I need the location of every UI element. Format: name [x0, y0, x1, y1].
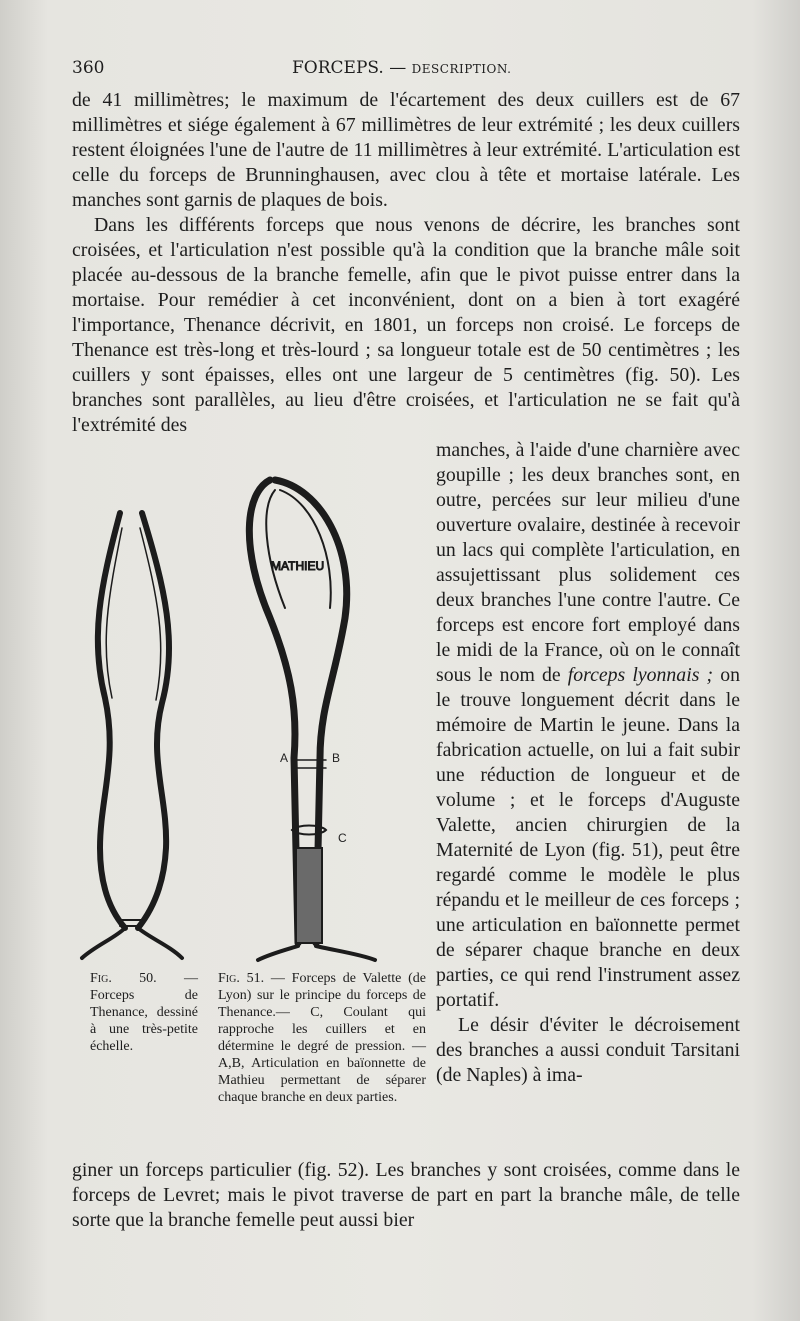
label-a: A — [280, 751, 289, 765]
caption-fig-50-text: — Forceps de Thenance, dessiné à une très-petite échelle. — [90, 971, 198, 1054]
caption-fig-51-text: — Forceps de Valette (de Lyon) sur le principe du forceps de Thenance.— C, Coulant qui rapproche les cuillers et en détermine le degré de pression. — A,B, Articulation en baïonnette de Mathieu permettant de séparer chaque branche en deux parties. — [218, 971, 427, 1105]
body-text-bottom — [72, 1158, 740, 1233]
paragraph-continuation: de 41 millimètres; le maximum de l'écartement des deux cuillers est de 67 millimètres et siége également à 67 millimètres de leur extrémité ; les deux cuillers restent éloignées l'une de l'autre de 11 millimètres à leur extrémité. L'articulation est celle du forceps de Brunninghausen, avec clou à tête et mortaise latérale. Les manches sont garnis de plaques de bois. — [72, 89, 740, 211]
caption-fig-50-label: Fig. 50. — [90, 971, 157, 986]
figure-50-forceps — [82, 513, 182, 958]
running-title — [292, 58, 511, 78]
right-text-a: manches, à l'aide d'une charnière avec goupille ; les deux branches sont, en outre, percées sur leur milieu d'une ouverture ovalaire, destinée à recevoir un lacs qui complète l'articulation, en assujettissant plus solidement ces deux branches l'une contre l'autre. Ce forceps est encore fort employé dans le midi de la France, où on le connaît sous le nom de — [436, 439, 740, 686]
header-subtitle: DESCRIPTION. — [411, 62, 512, 76]
engraving-mathieu: MATHIEU — [271, 559, 325, 573]
paragraph-crossed-branches: Dans les différents forceps que nous venons de décrire, les branches sont croisées, et l'articulation n'est possible qu'à la condition que la branche mâle soit placée au-dessous de la branche femelle, afin que le pivot puisse entrer dans la mortaise. Pour remédier à cet inconvénient, dont on a bien à tort exagéré l'importance, Thenance décrivit, en 1801, un forceps non croisé. Le forceps de Thenance est très-long et très-lourd ; sa longueur totale est de 50 centimètres ; les cuillers y sont épaisses, elles ont une largeur de 5 centimètres (fig. 50). Les branches sont parallèles, au lieu d'être croisées, et l'articulation ne se fait qu'à l'extrémité des — [72, 214, 740, 436]
label-c: C — [338, 831, 347, 845]
body-text-right-column — [436, 438, 740, 1088]
forceps-illustrations — [70, 468, 430, 968]
figure-51-forceps — [249, 480, 375, 960]
paragraph-right-column — [436, 438, 740, 1013]
header-separator: — — [389, 58, 407, 78]
running-header — [72, 58, 740, 82]
paragraph-tarsitani: Le désir d'éviter le décroisement des branches a aussi conduit Tarsitani (de Naples) à ima- — [436, 1014, 740, 1086]
right-text-b: on le trouve longuement décrit dans le mémoire de Martin le jeune. Dans la fabrication actuelle, on lui a fait subir une réduction de longueur et de volume ; et le forceps d'Auguste Valette, ancien chirurgien de la Maternité de Lyon (fig. 51), peut être regardé comme le modèle le plus répandu et le meilleur de ces forceps ; une articulation en baïonnette permet de séparer chaque branche en deux parties, ce qui rend l'instrument assez portatif. — [436, 664, 740, 1011]
caption-fig-50 — [90, 970, 198, 1055]
right-text-emphasis: forceps lyonnais ; — [567, 664, 714, 686]
caption-fig-51 — [218, 970, 426, 1106]
body-text-top — [72, 88, 740, 438]
caption-fig-51-label: Fig. 51. — [218, 971, 265, 986]
header-title: FORCEPS. — [292, 58, 384, 78]
page-number: 360 — [72, 58, 105, 78]
paragraph-bottom: giner un forceps particulier (fig. 52). Les branches y sont croisées, comme dans le forceps de Levret; mais le pivot traverse de part en part la branche mâle, de telle sorte que la branche femelle peut aussi bier — [72, 1159, 740, 1231]
label-b: B — [332, 751, 341, 765]
